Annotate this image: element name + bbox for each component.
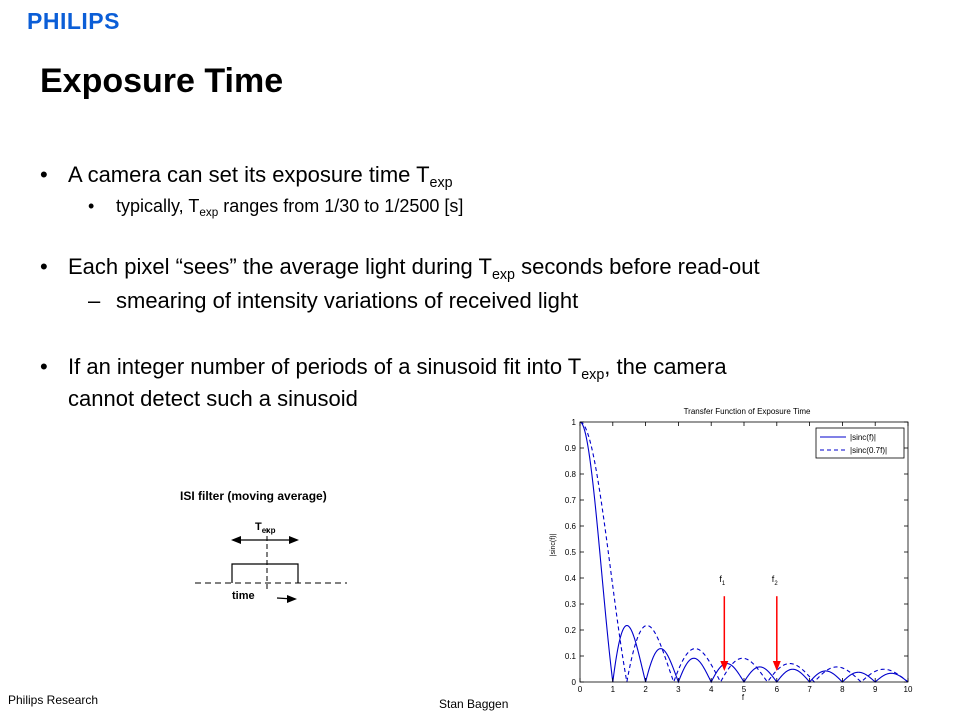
series-line-2 [580, 422, 908, 682]
bullet-2a-text: smearing of intensity variations of received light [116, 288, 579, 313]
bullet-2-text: Each pixel “sees” the average light during T [68, 254, 492, 279]
chart-ylabel: |sinc(f)| [550, 533, 557, 557]
y-tick-label: 0.8 [564, 470, 576, 479]
bullet-1a [88, 196, 463, 219]
x-tick-label: 5 [741, 685, 747, 694]
chart-title: Transfer Function of Exposure Time [683, 407, 811, 416]
bullet-dot-icon: • [40, 254, 48, 279]
philips-logo: PHILIPS [27, 8, 120, 34]
x-tick-label: 4 [708, 685, 714, 694]
bullet-1a-subscript: exp [199, 206, 219, 220]
arrow-right-icon [289, 536, 299, 544]
bullet-3-text-end: , the camera [604, 354, 727, 379]
dash-icon: – [88, 288, 101, 313]
texp-label: $T_{exp}$ [255, 521, 276, 535]
bullet-3-line2-text: cannot detect such a sinusoid [68, 386, 358, 411]
annotation-label: $f_2$ [771, 573, 778, 587]
bullet-dot-icon: • [40, 354, 48, 379]
slide-title: Exposure Time [40, 62, 284, 100]
x-tick-label: 7 [807, 685, 812, 694]
chart-xlabel: f [741, 693, 745, 702]
y-tick-label: 1 [571, 418, 576, 427]
y-tick-label: 0.4 [564, 574, 576, 583]
arrow-left-icon [231, 536, 241, 544]
bullet-2 [40, 254, 760, 283]
x-tick-label: 0 [577, 685, 583, 694]
bullet-2-subscript: exp [491, 267, 516, 283]
chart-plot-frame [580, 422, 908, 682]
isi-filter-title: ISI filter (moving average) [180, 489, 327, 503]
footer-left-text: Philips Research [8, 693, 99, 707]
x-tick-label: 1 [610, 685, 616, 694]
footer-center-text: Stan Baggen [439, 697, 509, 711]
annotation-label: $f_1$ [719, 573, 726, 587]
y-tick-label: 0 [571, 678, 576, 687]
bullet-2-text-end: seconds before read-out [515, 254, 760, 279]
bullet-1a-text-end: ranges from 1/30 to 1/2500 [s] [218, 196, 464, 216]
bullet-1-subscript: exp [429, 175, 453, 191]
y-tick-label: 0.9 [564, 444, 576, 453]
bullet-dot-icon: • [40, 162, 48, 187]
rect-pulse [232, 564, 298, 583]
time-label: time [232, 590, 255, 602]
bullet-1-text: A camera can set its exposure time T [68, 162, 430, 187]
exposure-transfer-chart [540, 402, 960, 702]
series-line-1 [580, 422, 908, 682]
bullet-3-subscript: exp [581, 367, 605, 383]
bullet-3-text: If an integer number of periods of a sinusoid fit into T [68, 354, 582, 379]
x-tick-label: 8 [840, 685, 845, 694]
legend-label: |sinc(0.7f)| [850, 446, 888, 455]
bullet-3-line2 [68, 386, 358, 412]
bullet-1 [40, 162, 453, 191]
isi-filter-diagram [185, 510, 385, 610]
y-tick-label: 0.1 [564, 652, 576, 661]
y-tick-label: 0.3 [564, 600, 576, 609]
x-tick-label: 10 [903, 685, 913, 694]
y-tick-label: 0.5 [564, 548, 576, 557]
bullet-3 [40, 354, 727, 383]
x-tick-label: 3 [676, 685, 681, 694]
bullet-2a [88, 288, 578, 314]
time-arrow-icon [287, 595, 297, 603]
bullet-1a-text: typically, T [116, 196, 200, 216]
x-tick-label: 9 [872, 685, 878, 694]
arrow-down-icon [773, 661, 781, 671]
y-tick-label: 0.2 [564, 626, 576, 635]
y-tick-label: 0.6 [564, 522, 576, 531]
chart-legend [816, 428, 904, 458]
x-tick-label: 6 [774, 685, 780, 694]
x-tick-label: 2 [643, 685, 648, 694]
y-tick-label: 0.7 [564, 496, 576, 505]
bullet-dot-icon: • [88, 196, 95, 216]
legend-label: |sinc(f)| [850, 433, 876, 442]
